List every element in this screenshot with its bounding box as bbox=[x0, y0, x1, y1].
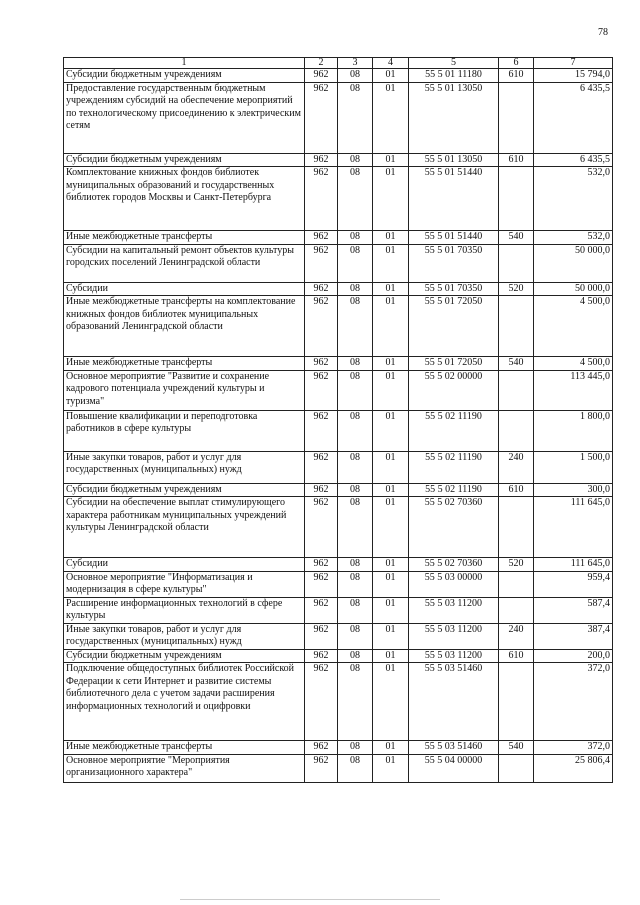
target-article-cell: 55 5 03 51460 bbox=[409, 741, 499, 755]
item-name-cell: Основное мероприятие "Информатизация и модернизация в сфере культуры" bbox=[64, 571, 305, 597]
expense-type-cell bbox=[499, 244, 534, 282]
ministry-code-cell: 962 bbox=[305, 370, 338, 410]
item-name-cell: Субсидии bbox=[64, 282, 305, 296]
subsection-code-cell: 01 bbox=[373, 623, 409, 649]
item-name-cell: Субсидии на обеспечение выплат стимулирующего характера работникам муниципальных учреждений культуры Ленинградской области bbox=[64, 497, 305, 558]
table-row bbox=[64, 244, 613, 282]
item-name-cell: Повышение квалификации и переподготовка работников в сфере культуры bbox=[64, 410, 305, 451]
ministry-code-cell: 962 bbox=[305, 153, 338, 167]
section-code-cell: 08 bbox=[338, 649, 373, 663]
ministry-code-cell: 962 bbox=[305, 623, 338, 649]
ministry-code-cell: 962 bbox=[305, 571, 338, 597]
subsection-code-cell: 01 bbox=[373, 357, 409, 371]
scan-edge-line bbox=[180, 899, 440, 900]
target-article-cell: 55 5 01 70350 bbox=[409, 282, 499, 296]
subsection-code-cell: 01 bbox=[373, 571, 409, 597]
item-name-cell: Комплектование книжных фондов библиотек муниципальных образований и государственных библиотек городов Москвы и Санкт-Петербурга bbox=[64, 167, 305, 231]
amount-cell: 6 435,5 bbox=[534, 153, 613, 167]
section-code-cell: 08 bbox=[338, 623, 373, 649]
ministry-code-cell: 962 bbox=[305, 451, 338, 483]
section-code-cell: 08 bbox=[338, 754, 373, 782]
expense-type-cell bbox=[499, 497, 534, 558]
item-name-cell: Иные закупки товаров, работ и услуг для государственных (муниципальных) нужд bbox=[64, 623, 305, 649]
expense-type-cell: 540 bbox=[499, 357, 534, 371]
ministry-code-cell: 962 bbox=[305, 69, 338, 83]
expense-type-cell: 610 bbox=[499, 69, 534, 83]
section-code-cell: 08 bbox=[338, 231, 373, 245]
expense-type-cell: 520 bbox=[499, 558, 534, 572]
amount-cell: 15 794,0 bbox=[534, 69, 613, 83]
target-article-cell: 55 5 01 13050 bbox=[409, 153, 499, 167]
amount-cell: 532,0 bbox=[534, 167, 613, 231]
item-name-cell: Субсидии на капитальный ремонт объектов культуры городских поселений Ленинградской области bbox=[64, 244, 305, 282]
table-row bbox=[64, 451, 613, 483]
table-row bbox=[64, 296, 613, 357]
expense-type-cell bbox=[499, 754, 534, 782]
table-row bbox=[64, 483, 613, 497]
target-article-cell: 55 5 03 11200 bbox=[409, 597, 499, 623]
amount-cell: 372,0 bbox=[534, 741, 613, 755]
amount-cell: 50 000,0 bbox=[534, 244, 613, 282]
expense-type-cell: 240 bbox=[499, 623, 534, 649]
subsection-code-cell: 01 bbox=[373, 451, 409, 483]
expense-type-cell: 540 bbox=[499, 741, 534, 755]
target-article-cell: 55 5 03 11200 bbox=[409, 649, 499, 663]
section-code-cell: 08 bbox=[338, 296, 373, 357]
table-row bbox=[64, 231, 613, 245]
amount-cell: 25 806,4 bbox=[534, 754, 613, 782]
subsection-code-cell: 01 bbox=[373, 649, 409, 663]
amount-cell: 959,4 bbox=[534, 571, 613, 597]
amount-cell: 300,0 bbox=[534, 483, 613, 497]
table-row bbox=[64, 167, 613, 231]
section-code-cell: 08 bbox=[338, 483, 373, 497]
item-name-cell: Расширение информационных технологий в сфере культуры bbox=[64, 597, 305, 623]
column-header: 6 bbox=[499, 58, 534, 69]
section-code-cell: 08 bbox=[338, 244, 373, 282]
ministry-code-cell: 962 bbox=[305, 231, 338, 245]
ministry-code-cell: 962 bbox=[305, 483, 338, 497]
subsection-code-cell: 01 bbox=[373, 370, 409, 410]
amount-cell: 6 435,5 bbox=[534, 82, 613, 153]
table-row bbox=[64, 410, 613, 451]
expense-type-cell bbox=[499, 370, 534, 410]
ministry-code-cell: 962 bbox=[305, 282, 338, 296]
amount-cell: 587,4 bbox=[534, 597, 613, 623]
table-row bbox=[64, 571, 613, 597]
item-name-cell: Подключение общедоступных библиотек Российской Федерации к сети Интернет и развитие системы библиотечного дела с учетом задачи расширения информационных технологий и оцифровки bbox=[64, 663, 305, 741]
amount-cell: 4 500,0 bbox=[534, 357, 613, 371]
expense-type-cell: 540 bbox=[499, 231, 534, 245]
ministry-code-cell: 962 bbox=[305, 741, 338, 755]
amount-cell: 111 645,0 bbox=[534, 497, 613, 558]
ministry-code-cell: 962 bbox=[305, 754, 338, 782]
table-row bbox=[64, 153, 613, 167]
page-number: 78 bbox=[598, 27, 608, 38]
section-code-cell: 08 bbox=[338, 69, 373, 83]
item-name-cell: Субсидии бюджетным учреждениям bbox=[64, 153, 305, 167]
amount-cell: 1 500,0 bbox=[534, 451, 613, 483]
item-name-cell: Основное мероприятие "Развитие и сохранение кадрового потенциала учреждений культуры и туризма" bbox=[64, 370, 305, 410]
target-article-cell: 55 5 01 51440 bbox=[409, 167, 499, 231]
item-name-cell: Субсидии бюджетным учреждениям bbox=[64, 69, 305, 83]
amount-cell: 4 500,0 bbox=[534, 296, 613, 357]
table-row bbox=[64, 649, 613, 663]
table-row bbox=[64, 754, 613, 782]
item-name-cell: Иные межбюджетные трансферты на комплектование книжных фондов библиотек муниципальных образований Ленинградской области bbox=[64, 296, 305, 357]
ministry-code-cell: 962 bbox=[305, 244, 338, 282]
section-code-cell: 08 bbox=[338, 153, 373, 167]
section-code-cell: 08 bbox=[338, 282, 373, 296]
subsection-code-cell: 01 bbox=[373, 296, 409, 357]
table-row bbox=[64, 558, 613, 572]
target-article-cell: 55 5 01 72050 bbox=[409, 296, 499, 357]
expense-type-cell: 240 bbox=[499, 451, 534, 483]
expense-type-cell: 610 bbox=[499, 483, 534, 497]
expense-type-cell bbox=[499, 597, 534, 623]
subsection-code-cell: 01 bbox=[373, 754, 409, 782]
target-article-cell: 55 5 02 11190 bbox=[409, 410, 499, 451]
target-article-cell: 55 5 03 51460 bbox=[409, 663, 499, 741]
expense-type-cell bbox=[499, 167, 534, 231]
item-name-cell: Субсидии bbox=[64, 558, 305, 572]
section-code-cell: 08 bbox=[338, 571, 373, 597]
amount-cell: 50 000,0 bbox=[534, 282, 613, 296]
amount-cell: 200,0 bbox=[534, 649, 613, 663]
subsection-code-cell: 01 bbox=[373, 244, 409, 282]
section-code-cell: 08 bbox=[338, 410, 373, 451]
expense-type-cell bbox=[499, 663, 534, 741]
expense-type-cell bbox=[499, 82, 534, 153]
target-article-cell: 55 5 02 11190 bbox=[409, 483, 499, 497]
ministry-code-cell: 962 bbox=[305, 497, 338, 558]
amount-cell: 111 645,0 bbox=[534, 558, 613, 572]
expense-type-cell: 610 bbox=[499, 153, 534, 167]
table-row bbox=[64, 282, 613, 296]
column-header: 3 bbox=[338, 58, 373, 69]
table-row bbox=[64, 497, 613, 558]
section-code-cell: 08 bbox=[338, 167, 373, 231]
section-code-cell: 08 bbox=[338, 370, 373, 410]
item-name-cell: Иные закупки товаров, работ и услуг для государственных (муниципальных) нужд bbox=[64, 451, 305, 483]
target-article-cell: 55 5 02 70360 bbox=[409, 497, 499, 558]
column-header: 1 bbox=[64, 58, 305, 69]
table-row bbox=[64, 357, 613, 371]
table-row bbox=[64, 597, 613, 623]
target-article-cell: 55 5 02 70360 bbox=[409, 558, 499, 572]
amount-cell: 372,0 bbox=[534, 663, 613, 741]
ministry-code-cell: 962 bbox=[305, 357, 338, 371]
subsection-code-cell: 01 bbox=[373, 69, 409, 83]
table-row bbox=[64, 82, 613, 153]
item-name-cell: Основное мероприятие "Мероприятия организационного характера" bbox=[64, 754, 305, 782]
column-header: 2 bbox=[305, 58, 338, 69]
table-row bbox=[64, 370, 613, 410]
target-article-cell: 55 5 03 00000 bbox=[409, 571, 499, 597]
subsection-code-cell: 01 bbox=[373, 410, 409, 451]
amount-cell: 113 445,0 bbox=[534, 370, 613, 410]
section-code-cell: 08 bbox=[338, 451, 373, 483]
item-name-cell: Иные межбюджетные трансферты bbox=[64, 357, 305, 371]
section-code-cell: 08 bbox=[338, 741, 373, 755]
amount-cell: 387,4 bbox=[534, 623, 613, 649]
budget-table bbox=[63, 57, 613, 783]
target-article-cell: 55 5 01 51440 bbox=[409, 231, 499, 245]
ministry-code-cell: 962 bbox=[305, 167, 338, 231]
item-name-cell: Иные межбюджетные трансферты bbox=[64, 231, 305, 245]
item-name-cell: Иные межбюджетные трансферты bbox=[64, 741, 305, 755]
ministry-code-cell: 962 bbox=[305, 296, 338, 357]
expense-type-cell bbox=[499, 571, 534, 597]
subsection-code-cell: 01 bbox=[373, 497, 409, 558]
target-article-cell: 55 5 04 00000 bbox=[409, 754, 499, 782]
expense-type-cell bbox=[499, 410, 534, 451]
section-code-cell: 08 bbox=[338, 597, 373, 623]
expense-type-cell: 610 bbox=[499, 649, 534, 663]
ministry-code-cell: 962 bbox=[305, 558, 338, 572]
subsection-code-cell: 01 bbox=[373, 82, 409, 153]
expense-type-cell: 520 bbox=[499, 282, 534, 296]
subsection-code-cell: 01 bbox=[373, 167, 409, 231]
table-row bbox=[64, 663, 613, 741]
subsection-code-cell: 01 bbox=[373, 741, 409, 755]
amount-cell: 1 800,0 bbox=[534, 410, 613, 451]
target-article-cell: 55 5 01 70350 bbox=[409, 244, 499, 282]
target-article-cell: 55 5 02 00000 bbox=[409, 370, 499, 410]
subsection-code-cell: 01 bbox=[373, 558, 409, 572]
table-row bbox=[64, 623, 613, 649]
item-name-cell: Субсидии бюджетным учреждениям bbox=[64, 483, 305, 497]
target-article-cell: 55 5 01 72050 bbox=[409, 357, 499, 371]
ministry-code-cell: 962 bbox=[305, 663, 338, 741]
target-article-cell: 55 5 03 11200 bbox=[409, 623, 499, 649]
subsection-code-cell: 01 bbox=[373, 663, 409, 741]
section-code-cell: 08 bbox=[338, 558, 373, 572]
amount-cell: 532,0 bbox=[534, 231, 613, 245]
section-code-cell: 08 bbox=[338, 497, 373, 558]
section-code-cell: 08 bbox=[338, 663, 373, 741]
target-article-cell: 55 5 01 13050 bbox=[409, 82, 499, 153]
ministry-code-cell: 962 bbox=[305, 597, 338, 623]
column-header: 4 bbox=[373, 58, 409, 69]
section-code-cell: 08 bbox=[338, 357, 373, 371]
subsection-code-cell: 01 bbox=[373, 597, 409, 623]
item-name-cell: Предоставление государственным бюджетным учреждениям субсидий на обеспечение мероприятий по технологическому присоединению к электрическим сетям bbox=[64, 82, 305, 153]
subsection-code-cell: 01 bbox=[373, 153, 409, 167]
section-code-cell: 08 bbox=[338, 82, 373, 153]
table-row bbox=[64, 69, 613, 83]
target-article-cell: 55 5 02 11190 bbox=[409, 451, 499, 483]
table-header-row bbox=[64, 58, 613, 69]
column-header: 5 bbox=[409, 58, 499, 69]
ministry-code-cell: 962 bbox=[305, 410, 338, 451]
ministry-code-cell: 962 bbox=[305, 649, 338, 663]
subsection-code-cell: 01 bbox=[373, 483, 409, 497]
expense-type-cell bbox=[499, 296, 534, 357]
ministry-code-cell: 962 bbox=[305, 82, 338, 153]
subsection-code-cell: 01 bbox=[373, 282, 409, 296]
column-header: 7 bbox=[534, 58, 613, 69]
item-name-cell: Субсидии бюджетным учреждениям bbox=[64, 649, 305, 663]
target-article-cell: 55 5 01 11180 bbox=[409, 69, 499, 83]
subsection-code-cell: 01 bbox=[373, 231, 409, 245]
table-row bbox=[64, 741, 613, 755]
